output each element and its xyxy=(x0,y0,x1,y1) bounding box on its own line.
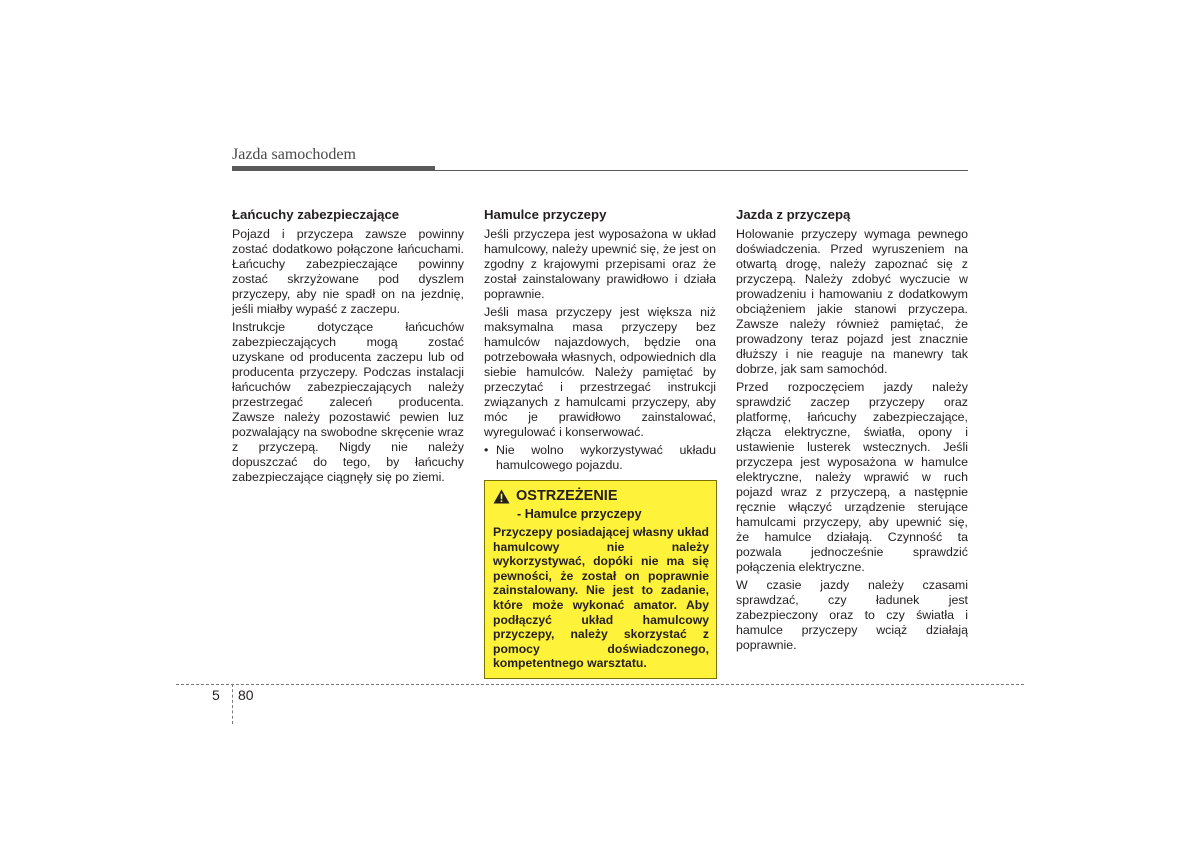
footer-dashed-rule xyxy=(176,684,1024,685)
section-heading-trailer-brakes: Hamulce przyczepy xyxy=(484,207,607,222)
column-towing xyxy=(736,207,968,656)
section-heading-safety-chains: Łańcuchy zabezpieczające xyxy=(232,207,400,222)
warning-box xyxy=(484,480,717,679)
warning-title: OSTRZEŻENIE xyxy=(516,488,618,504)
paragraph: Holowanie przyczepy wymaga pewnego doświadczenia. Przed wyruszeniem na otwartą drogę, należy zapoznać się z przyczepą. Należy zdobyć wyczucie w prowadzeniu i hamowaniu z dodatkowym obciążeniem jakie stanowi przyczepa. Zawsze należy również pamiętać, że prowadzony teraz pojazd jest znacznie dłuższy i nie reaguje na manewry tak dobrze, jak sam samochód. xyxy=(736,227,968,376)
paragraph: Jeśli przyczepa jest wyposażona w układ hamulcowy, należy upewnić się, że jest on zgodny z krajowymi przepisami oraz że został zainstalowany prawidłowo i działa poprawnie. xyxy=(484,227,716,301)
warning-body: Przyczepy posiadającej własny układ hamulcowy nie należy wykorzystywać, dopóki nie ma się pewności, że został on poprawnie zainstalowany. Nie jest to zadanie, które może wykonać amator. Aby podłączyć układ hamulcowy przyczepy, należy skorzystać z pomocy doświadczonego, kompetentnego warsztatu. xyxy=(493,525,709,671)
paragraph: Przed rozpoczęciem jazdy należy sprawdzić zaczep przyczepy oraz platformę, łańcuchy zabezpieczające, złącza elektryczne, światła, opony i ustawienie lusterek wstecznych. Jeśli przyczepa jest wyposażona w hamulce elektryczne, należy wprawić w ruch pojazd wraz z przyczepą, a następnie ręcznie włączyć urządzenie sterujące hamulcami przyczepy, aby upewnić się, że hamulce działają. Czynność ta pozwala jednocześnie sprawdzić połączenia elektryczne. xyxy=(736,380,968,574)
footer-dashed-divider xyxy=(232,684,233,724)
warning-header xyxy=(493,489,709,504)
warning-triangle-icon xyxy=(493,489,510,504)
footer-section-number: 5 xyxy=(212,687,220,703)
bullet-text: Nie wolno wykorzystywać układu hamulcowego pojazdu. xyxy=(496,443,716,472)
paragraph: Jeśli masa przyczepy jest większa niż maksymalna masa przyczepy bez hamulców najazdowych, będzie ona potrzebowała własnych, odpowiednich dla siebie hamulców. Należy pamiętać by przeczytać i przestrzegać instrukcji związanych z hamulcami przyczepy, aby móc je prawidłowo zainstalować, wyregulować i konserwować. xyxy=(484,305,716,439)
bullet-item xyxy=(484,443,716,473)
footer-page-number: 80 xyxy=(238,687,254,703)
header-rule-thick xyxy=(232,166,435,171)
paragraph: W czasie jazdy należy czasami sprawdzać, czy ładunek jest zabezpieczony oraz to czy światła i hamulce przyczepy wciąż działają poprawnie. xyxy=(736,578,968,652)
paragraph: Instrukcje dotyczące łańcuchów zabezpieczających mogą zostać uzyskane od producenta zaczepu lub od producenta przyczepy. Podczas instalacji łańcuchów zabezpieczających należy przestrzegać zaleceń producenta. Zawsze należy pozostawić pewien luz pozwalający na swobodne skręcenie wraz z przyczepą. Nigdy nie należy dopuszczać do tego, by łańcuchy zabezpieczające ciągnęły się po ziemi. xyxy=(232,320,464,484)
warning-subtitle: - Hamulce przyczepy xyxy=(517,507,642,521)
column-trailer-brakes xyxy=(484,207,716,679)
page-header-title: Jazda samochodem xyxy=(232,146,356,163)
header-rule-thin xyxy=(435,170,968,171)
section-heading-towing: Jazda z przyczepą xyxy=(736,207,851,222)
bullet-dot-icon: • xyxy=(484,443,489,457)
paragraph: Pojazd i przyczepa zawsze powinny zostać dodatkowo połączone łańcuchami. Łańcuchy zabezpieczające powinny zostać skrzyżowane pod dyszlem przyczepy, aby nie spadł on na jezdnię, jeśli miałby wypaść z zaczepu. xyxy=(232,227,464,316)
column-safety-chains xyxy=(232,207,464,488)
